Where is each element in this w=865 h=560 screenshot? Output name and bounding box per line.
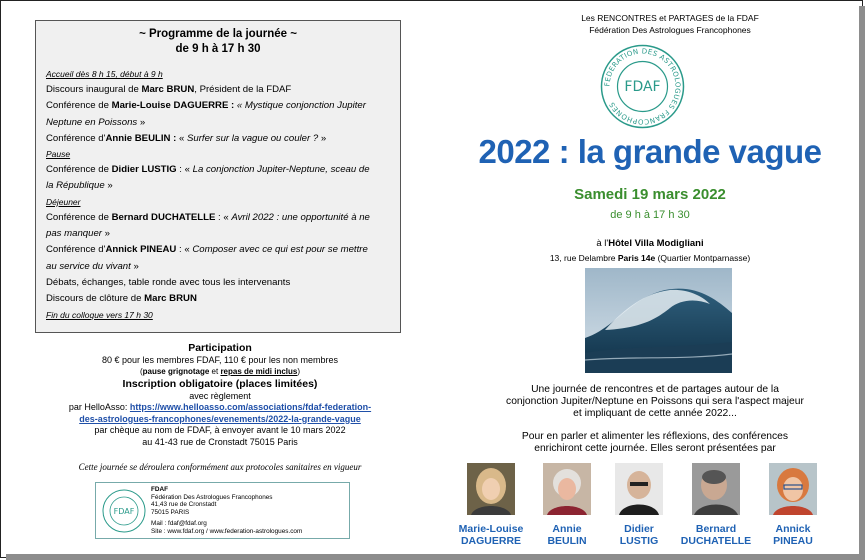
svg-text:FDAF: FDAF [113, 507, 135, 516]
program-conf-2: Conférence d'Annie BEULIN : « Surfer sur la vague ou couler ? » [46, 132, 327, 144]
participation-price-note: (pause grignotage et repas de midi inclus) [139, 366, 301, 376]
speaker-photo-daguerre [467, 463, 515, 515]
speaker-photo-lustig [615, 463, 663, 515]
helloasso-link-cont[interactable]: des-astrologues-francophones/evenements/2022-la-grande-vague [79, 413, 361, 424]
svg-text:FEDERATION DES ASTROLOGUES FRA: FEDERATION DES ASTROLOGUES FRANCOPHONES [603, 47, 682, 126]
participation-price: 80 € pour les membres FDAF, 110 € pour les non membres [102, 355, 338, 365]
wave-image [585, 268, 732, 373]
cheque-line-2: au 41-43 rue de Cronstadt 75015 Paris [142, 436, 298, 447]
program-fin: Fin du colloque vers 17 h 30 [46, 309, 153, 320]
fdaf-logo-icon [600, 44, 685, 129]
event-description: Une journée de rencontres et de partages autour de la conjonction Jupiter/Neptune en Poissons qui sera l'aspect majeur et impliquant de cette année 2022... [506, 384, 804, 419]
fdaf-small-logo-icon [101, 488, 147, 534]
event-hours: de 9 h à 17 h 30 [610, 209, 690, 221]
contact-card [95, 482, 350, 539]
venue-address: 13, rue Delambre Paris 14e (Quartier Montparnasse) [549, 253, 751, 263]
program-pause: Pause [46, 149, 71, 160]
contact-card-text: FDAF Fédération Des Astrologues Francophones 41,43 rue de Cronstadt 75015 PARIS Mail : fdaf@fdaf.org Site : www.fdaf.org / www.federation-astrologues.com [151, 486, 303, 535]
event-date: Samedi 19 mars 2022 [574, 186, 726, 203]
speaker-name-duchatelle: Bernard DUCHATELLE [680, 523, 752, 547]
speaker-photo-pineau [769, 463, 817, 515]
program-lines [46, 67, 390, 323]
event-title: 2022 : la grande vague [478, 133, 822, 170]
participation-section [40, 341, 400, 448]
program-title-line-1: ~ Programme de la journée ~ [139, 28, 297, 40]
program-debats: Débats, échanges, table ronde avec tous les intervenants [46, 276, 291, 288]
program-box [35, 20, 401, 333]
program-discours: Discours inaugural de Marc BRUN, Président de la FDAF [46, 84, 292, 95]
helloasso-line: par HelloAsso: https://www.helloasso.com/associations/fdaf-federation- des-astrologues-francophones/evenements/2022-la-grande-vague [68, 402, 372, 424]
event-description-2: Pour en parler et alimenter les réflexions, des conférences enrichiront cette journée. Elles seront présentées par [521, 431, 789, 454]
speaker-pineau [748, 463, 838, 547]
page-shadow-bottom [6, 554, 865, 560]
right-header-line-1: Les RENCONTRES et PARTAGES de la FDAF [581, 13, 759, 23]
speaker-name-pineau: Annick PINEAU [773, 523, 813, 547]
program-conf-1: Conférence de Marie-Louise DAGUERRE : « Mystique conjonction Jupiter Neptune en Poissons » [46, 100, 366, 128]
speaker-photo-beulin [543, 463, 591, 515]
event-venue [440, 237, 860, 265]
program-accueil: Accueil dès 8 h 15, début à 9 h [46, 69, 163, 79]
speaker-name-daguerre: Marie-Louise DAGUERRE [458, 523, 524, 547]
svg-text:FDAF: FDAF [624, 79, 661, 95]
program-cloture: Discours de clôture de Marc BRUN [46, 293, 197, 305]
program-title-line-2: de 9 h à 17 h 30 [175, 43, 261, 55]
participation-title: Participation [188, 342, 252, 354]
right-header [555, 12, 785, 36]
speaker-photo-duchatelle [692, 463, 740, 515]
sanitary-notice: Cette journée se déroulera conformément aux protocoles sanitaires en vigueur [78, 462, 362, 472]
program-conf-4: Conférence de Bernard DUCHATELLE : « Avril 2022 : une opportunité à ne pas manquer » [46, 211, 370, 240]
speaker-name-beulin: Annie BEULIN [547, 523, 587, 547]
venue-name: à l'Hôtel Villa Modigliani [596, 238, 704, 249]
program-conf-5: Conférence d'Annick PINEAU : « Composer avec ce qui est pour se mettre au service du vivant » [46, 244, 368, 272]
reglement-text: avec règlement [189, 390, 251, 401]
program-title [46, 27, 390, 57]
inscription-title: Inscription obligatoire (places limitées) [122, 377, 318, 390]
speaker-name-lustig: Didier LUSTIG [619, 523, 659, 547]
helloasso-link[interactable]: https://www.helloasso.com/associations/fdaf-federation- [129, 402, 372, 412]
right-header-line-2: Fédération Des Astrologues Francophones [589, 25, 751, 35]
cheque-line-1: par chèque au nom de FDAF, à envoyer avant le 10 mars 2022 [94, 425, 346, 435]
program-dejeuner: Déjeuner [46, 196, 81, 207]
program-conf-3: Conférence de Didier LUSTIG : « La conjonction Jupiter-Neptune, sceau de la République » [46, 164, 370, 192]
page-shadow-right [859, 6, 865, 560]
